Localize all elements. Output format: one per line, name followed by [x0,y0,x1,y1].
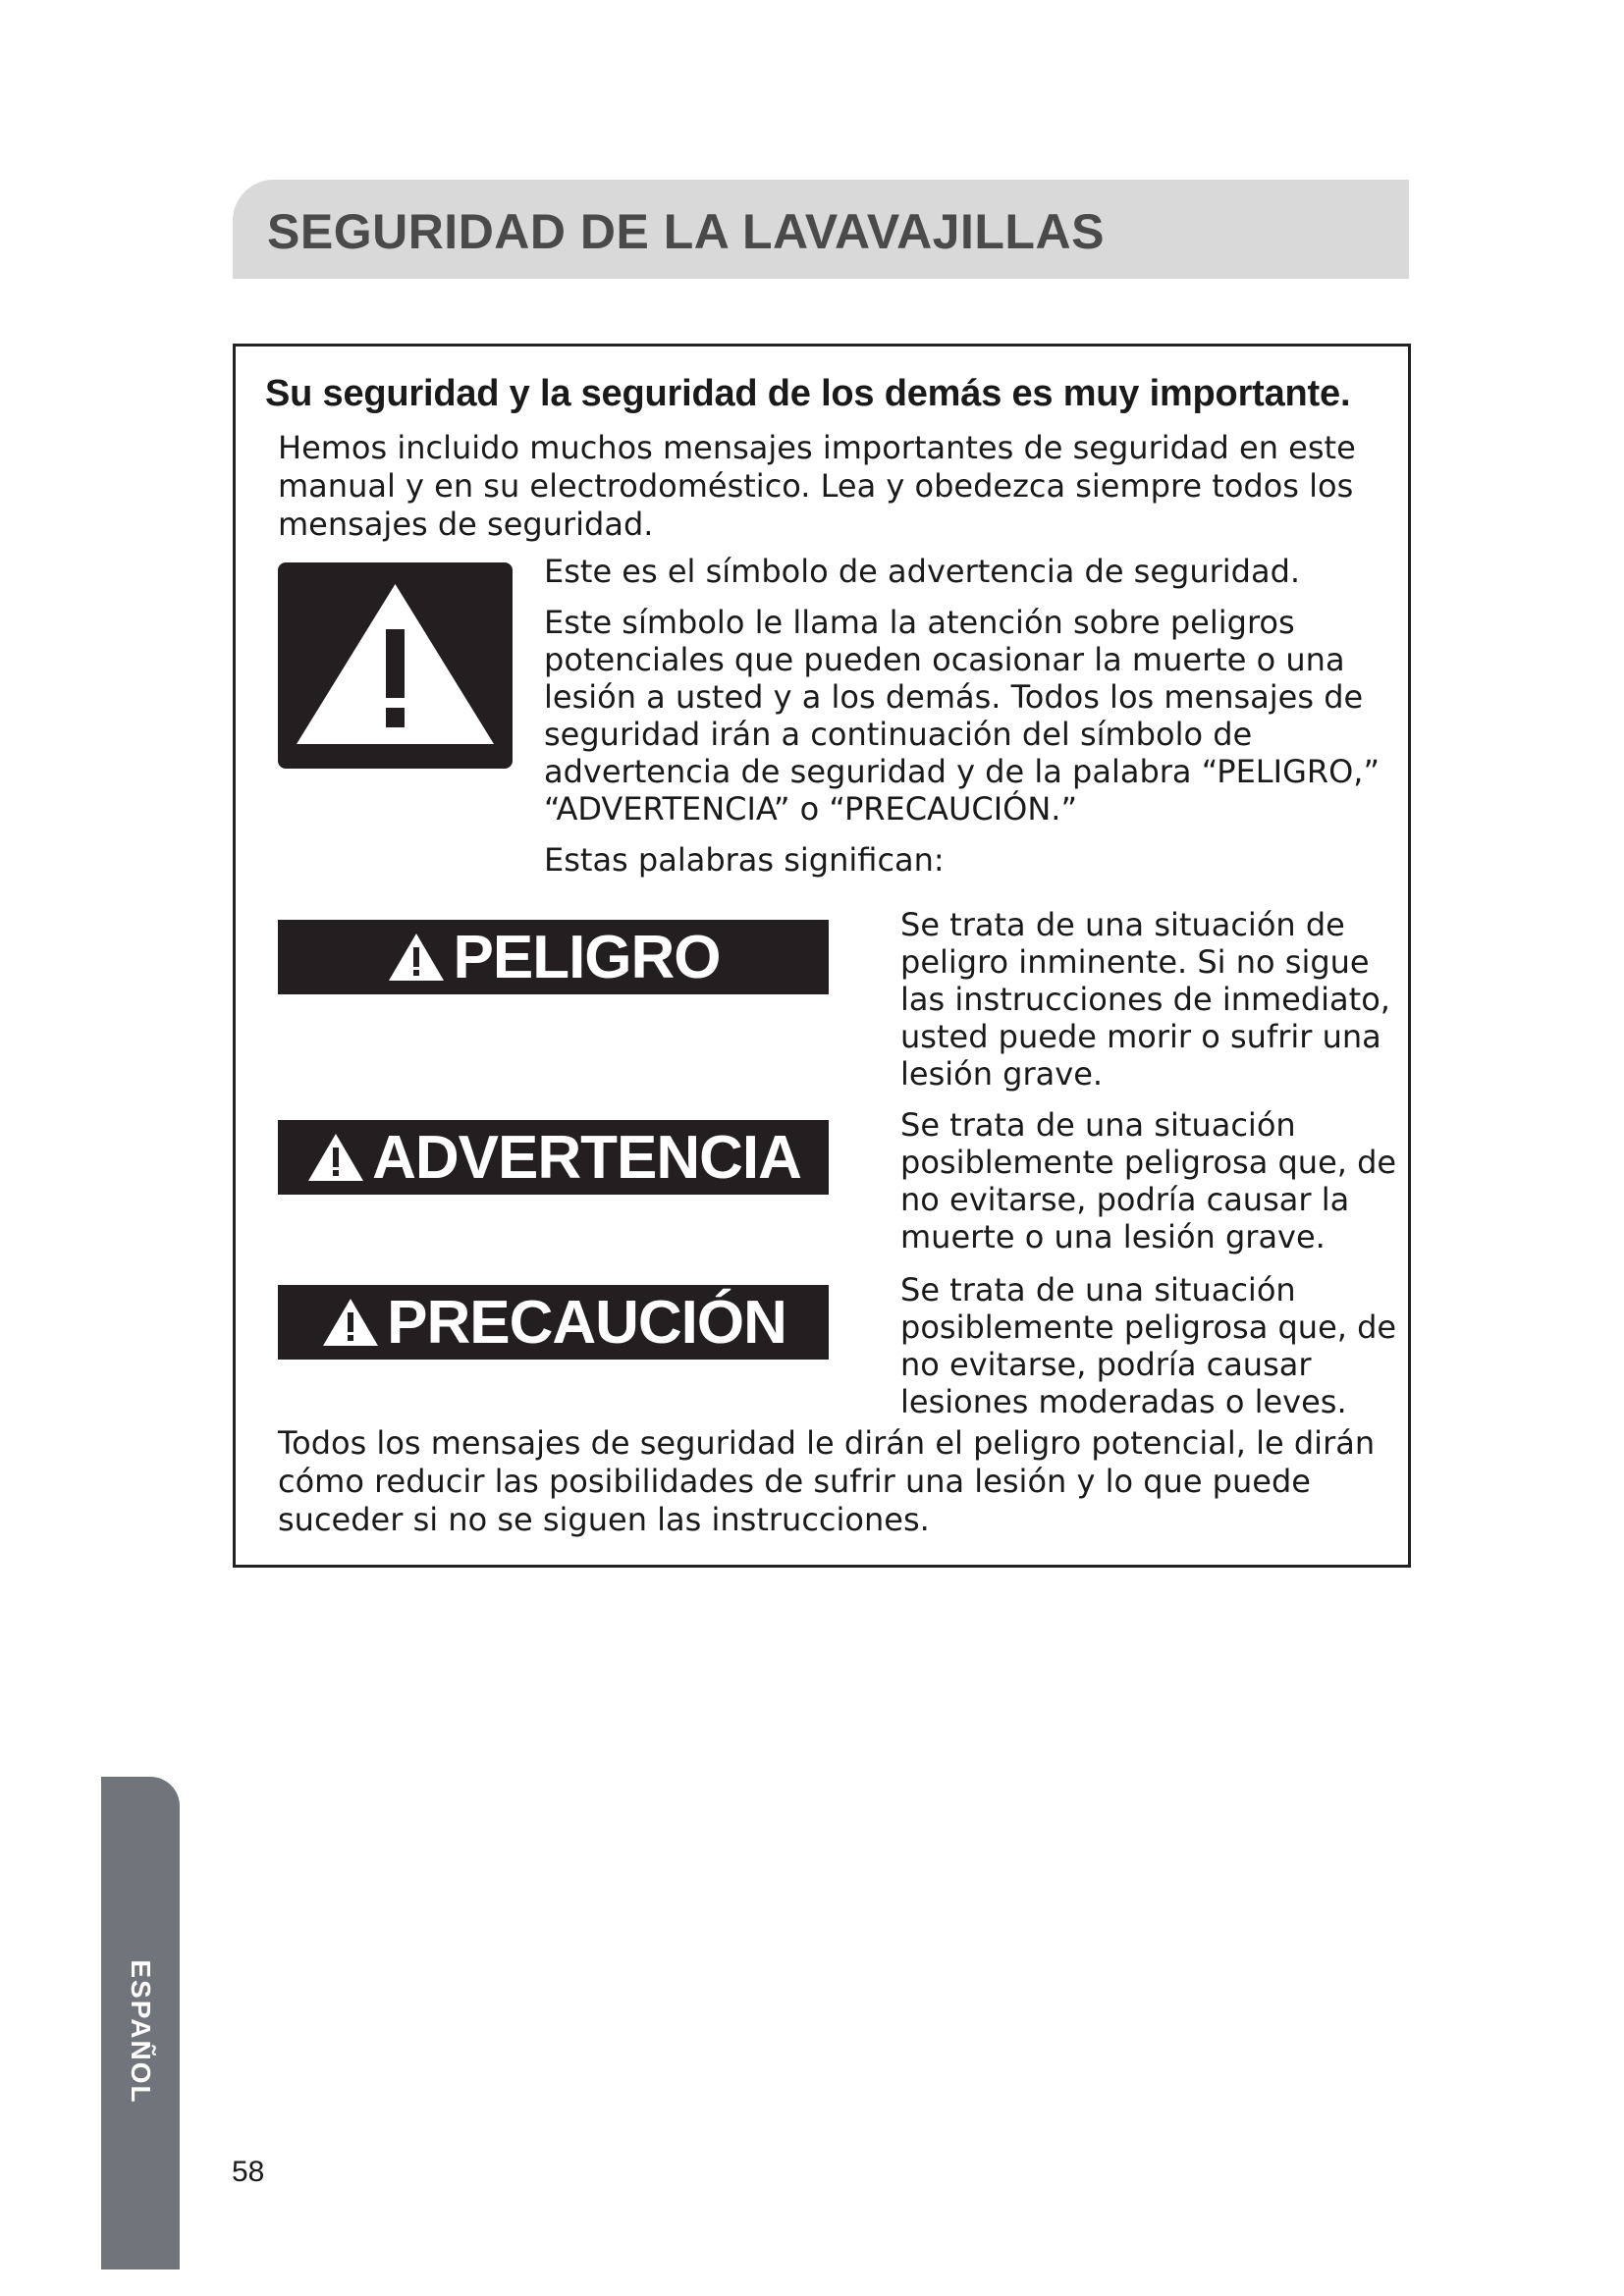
danger-signal-word [278,920,829,994]
caution-signal-word [278,1285,829,1360]
section-header [233,180,1409,279]
symbol-explanation [544,553,1388,892]
warning-triangle-icon [305,1131,366,1184]
safety-box-heading: Su seguridad y la seguridad de los demás es muy importante. [265,373,1351,414]
signal-words-intro: Estas palabras significan: [544,841,945,879]
safety-message-box [233,344,1411,1568]
page-title: SEGURIDAD DE LA LAVAVAJILLAS [267,204,1105,259]
warning-triangle-icon [386,931,447,984]
caution-label: PRECAUCIÓN [387,1288,786,1357]
warning-triangle-icon [320,1296,381,1349]
safety-intro-text: Hemos incluido muchos mensajes importantes de seguridad en este manual y en su electrodoméstico. Lea y obedezca siempre todos los mensajes de seguridad. [278,429,1356,543]
warning-label: ADVERTENCIA [372,1123,801,1192]
warning-description: Se trata de una situación posiblemente peligrosa que, de no evitarse, podría causar la muerte o una lesión grave. [900,1106,1397,1255]
language-tab-label: ESPAÑOL [126,1959,156,2105]
page-number: 58 [232,2156,265,2188]
danger-label: PELIGRO [453,923,721,991]
safety-alert-symbol-icon [278,562,513,769]
warning-signal-word [278,1120,829,1195]
danger-description: Se trata de una situación de peligro inminente. Si no sigue las instrucciones de inmediato, usted puede morir o sufrir una lesión grave. [900,906,1390,1093]
caution-description: Se trata de una situación posiblemente peligrosa que, de no evitarse, podría causar lesiones moderadas o leves. [900,1271,1397,1420]
language-tab [101,1777,180,2269]
symbol-description: Este símbolo le llama la atención sobre peligros potenciales que pueden ocasionar la muerte o una lesión a usted y a los demás. Todos los mensajes de seguridad irán a continuación del símbolo de advertencia de seguridad y de la palabra “PELIGRO,” “ADVERTENCIA” o “PRECAUCIÓN.” [544,604,1380,828]
closing-text: Todos los mensajes de seguridad le dirán el peligro potencial, le dirán cómo reducir las posibilidades de sufrir una lesión y lo que puede suceder si no se siguen las instrucciones. [278,1424,1376,1538]
symbol-title: Este es el símbolo de advertencia de seguridad. [544,553,1301,590]
